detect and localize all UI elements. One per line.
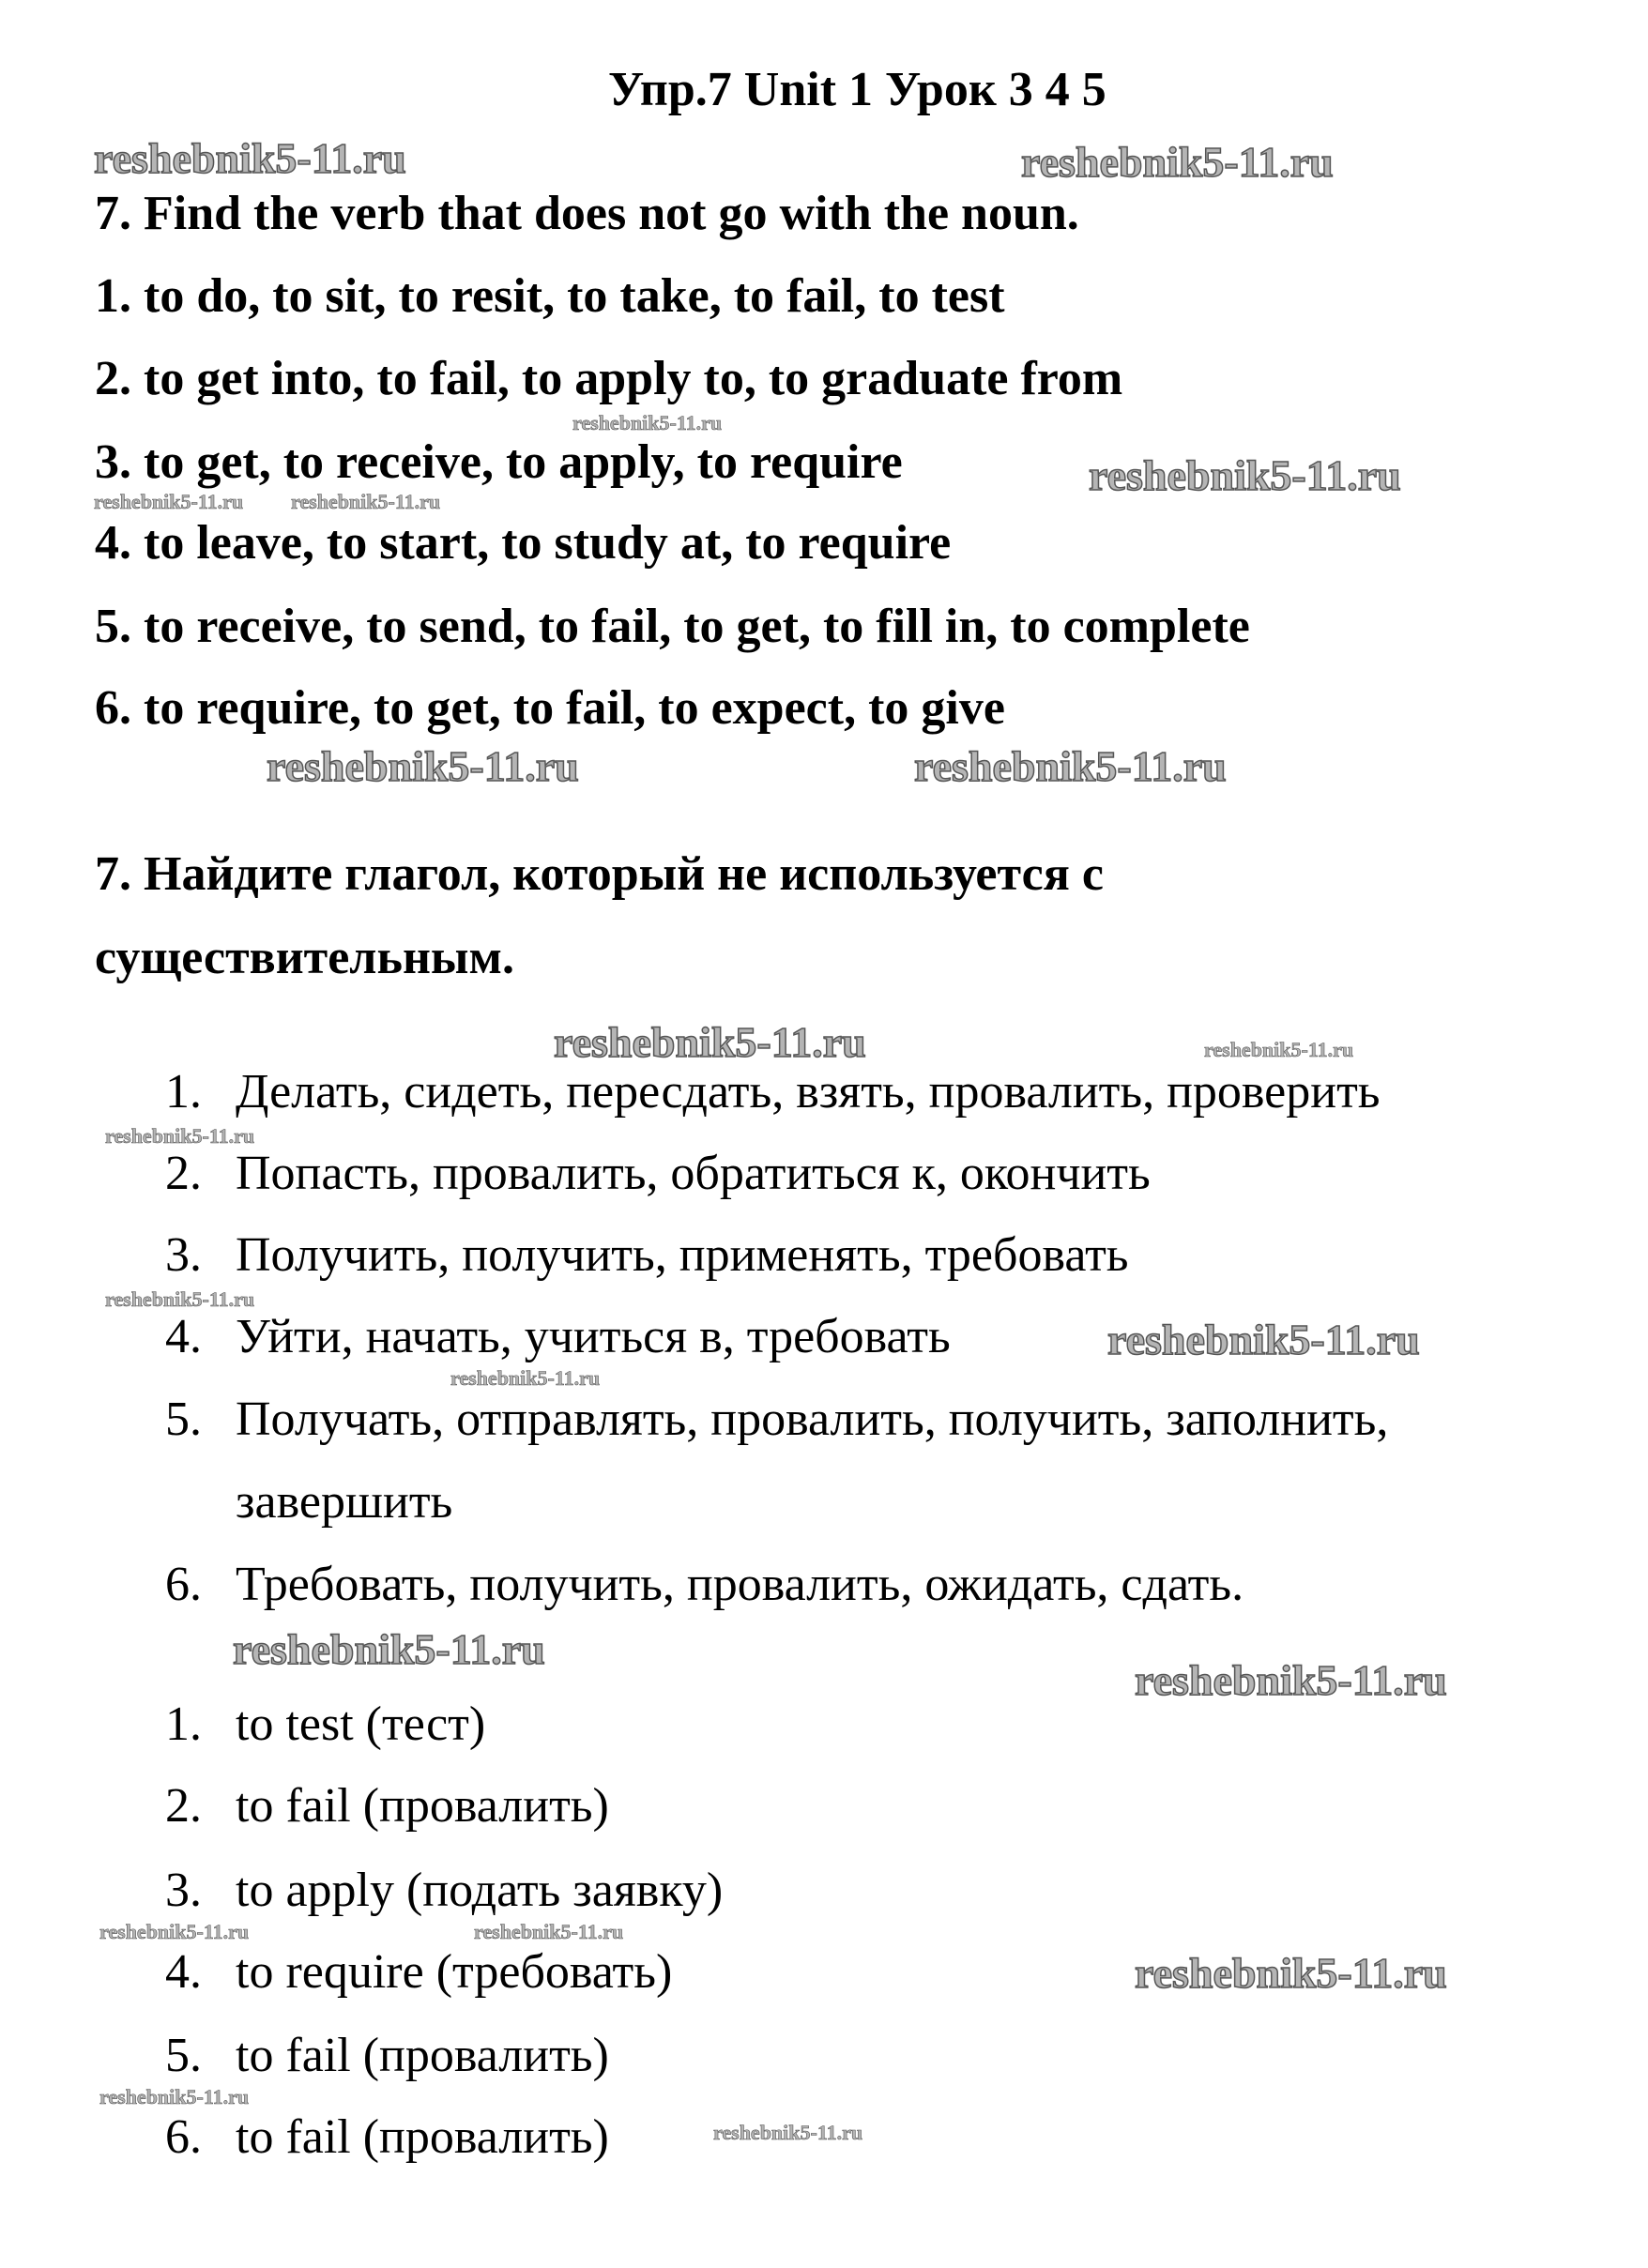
watermark: reshebnik5-11.ru: [105, 1287, 255, 1311]
list-item-text: Получить, получить, применять, требовать: [236, 1228, 1129, 1282]
watermark: reshebnik5-11.ru: [1204, 1038, 1354, 1061]
en-item: 1. to do, to sit, to resit, to take, to fail, to test: [95, 269, 1005, 323]
list-number: 4.: [165, 1310, 202, 1363]
list-number: 5.: [165, 1393, 202, 1446]
answer-text: to apply (подать заявку): [236, 1864, 724, 1917]
answer-number: 4.: [165, 1945, 202, 1999]
watermark: reshebnik5-11.ru: [233, 1625, 545, 1673]
watermark: reshebnik5-11.ru: [267, 742, 579, 790]
answer-text: to fail (провалить): [236, 2029, 609, 2082]
answer-text: to fail (провалить): [236, 2110, 609, 2164]
list-number: 2.: [165, 1147, 202, 1200]
watermark: reshebnik5-11.ru: [94, 490, 244, 513]
answer-text: to fail (провалить): [236, 1779, 609, 1833]
exercise-heading-ru-cont: существительным.: [95, 931, 514, 984]
page-title: Упр.7 Unit 1 Урок 3 4 5: [608, 63, 1106, 116]
watermark: reshebnik5-11.ru: [914, 742, 1227, 790]
answer-number: 2.: [165, 1779, 202, 1833]
en-item: 5. to receive, to send, to fail, to get, to fill in, to complete: [95, 600, 1250, 653]
watermark: reshebnik5-11.ru: [99, 2085, 250, 2108]
watermark: reshebnik5-11.ru: [1021, 138, 1334, 186]
answer-number: 1.: [165, 1697, 202, 1751]
watermark: reshebnik5-11.ru: [291, 490, 441, 513]
exercise-heading-en: 7. Find the verb that does not go with the noun.: [95, 187, 1079, 240]
list-number: 3.: [165, 1228, 202, 1282]
answer-number: 6.: [165, 2110, 202, 2164]
watermark: reshebnik5-11.ru: [99, 1920, 250, 1943]
en-item: 2. to get into, to fail, to apply to, to graduate from: [95, 352, 1123, 405]
watermark: reshebnik5-11.ru: [474, 1920, 624, 1943]
watermark: reshebnik5-11.ru: [105, 1124, 255, 1148]
answer-number: 3.: [165, 1864, 202, 1917]
watermark: reshebnik5-11.ru: [713, 2121, 863, 2144]
list-item-text: Делать, сидеть, пересдать, взять, провалить, проверить: [236, 1065, 1381, 1119]
en-item: 6. to require, to get, to fail, to expect, to give: [95, 681, 1005, 735]
exercise-heading-ru: 7. Найдите глагол, который не используется с: [95, 847, 1104, 901]
watermark: reshebnik5-11.ru: [1107, 1316, 1420, 1363]
watermark: reshebnik5-11.ru: [450, 1366, 601, 1390]
list-item-text: Уйти, начать, учиться в, требовать: [236, 1310, 951, 1363]
watermark: reshebnik5-11.ru: [1135, 1949, 1447, 1997]
watermark: reshebnik5-11.ru: [1089, 451, 1401, 499]
watermark: reshebnik5-11.ru: [94, 134, 406, 182]
list-item-text: Получать, отправлять, провалить, получить, заполнить,: [236, 1393, 1389, 1446]
watermark: reshebnik5-11.ru: [572, 411, 723, 434]
list-item-text: Требовать, получить, провалить, ожидать, сдать.: [236, 1558, 1244, 1611]
watermark: reshebnik5-11.ru: [554, 1018, 866, 1066]
en-item: 3. to get, to receive, to apply, to require: [95, 435, 903, 489]
list-item-text-cont: завершить: [236, 1475, 453, 1529]
en-item: 4. to leave, to start, to study at, to require: [95, 516, 952, 570]
answer-number: 5.: [165, 2029, 202, 2082]
list-number: 6.: [165, 1558, 202, 1611]
list-item-text: Попасть, провалить, обратиться к, окончить: [236, 1147, 1151, 1200]
answer-text: to require (требовать): [236, 1945, 673, 1999]
answer-text: to test (тест): [236, 1697, 486, 1751]
list-number: 1.: [165, 1065, 202, 1119]
watermark: reshebnik5-11.ru: [1135, 1656, 1447, 1704]
